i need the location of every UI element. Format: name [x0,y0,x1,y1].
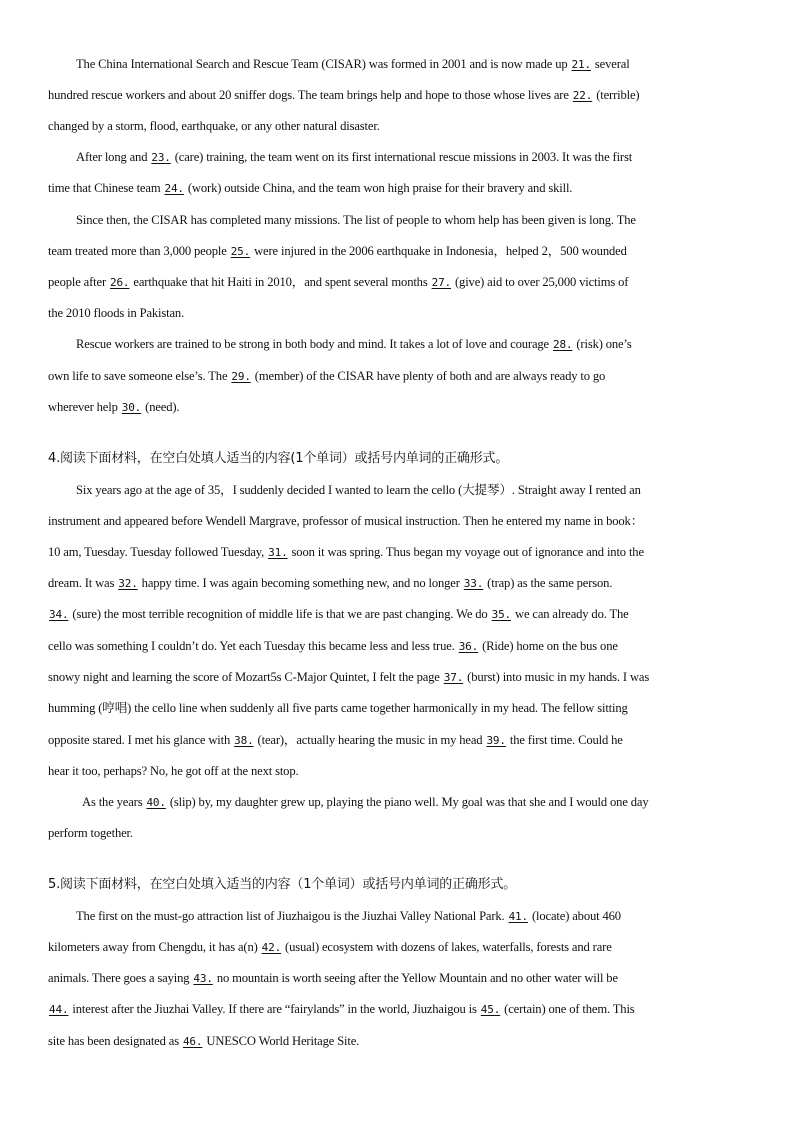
text-line: kilometers away from Chengdu, it has a(n) 42. (usual) ecosystem with dozens of lakes, waterfalls, forests and rare [48,940,612,954]
blank-27[interactable]: 27. [431,276,452,289]
question-4-heading: 4.阅读下面材料，在空白处填人适当的内容(1个单词）或括号内单词的正确形式。 [48,451,509,466]
text-line: animals. There goes a saying 43. no mountain is worth seeing after the Yellow Mountain and no other water will be [48,971,618,985]
blank-21[interactable]: 21. [571,58,591,71]
blank-36[interactable]: 36. [458,640,479,653]
blank-25[interactable]: 25. [230,245,251,258]
text-line: instrument and appeared before Wendell Margrave, professor of musical instruction. Then he entered my name in book： [48,514,644,528]
text-line: Rescue workers are trained to be strong in both body and mind. It takes a lot of love and courage 28. (risk) one’s [76,337,632,351]
blank-32[interactable]: 32. [118,577,138,590]
text-line: cello was something I couldn’t do. Yet each Tuesday this became less and less true. 36. (Ride) home on the bus one [48,639,618,653]
blank-28[interactable]: 28. [552,338,573,351]
text-line: The China International Search and Rescue Team (CISAR) was formed in 2001 and is now made up 21. several [76,57,630,71]
text-line: 34. (sure) the most terrible recognition of middle life is that we are past changing. We do 35. we can already do. The [49,607,629,621]
blank-23[interactable]: 23. [151,151,171,164]
text-line: wherever help 30. (need). [48,400,180,414]
text-line: 44. interest after the Jiuzhai Valley. If there are “fairylands” in the world, Jiuzhaigou is 45. (certain) one of them. This [49,1002,635,1016]
blank-31[interactable]: 31. [268,546,288,559]
text-line: changed by a storm, flood, earthquake, or any other natural disaster. [48,119,380,133]
text-line: Six years ago at the age of 35，I suddenly decided I wanted to learn the cello (大提琴）. Straight away I rented an [76,483,641,497]
blank-34[interactable]: 34. [49,608,69,621]
text-line: After long and 23. (care) training, the team went on its first international rescue missions in 2003. It was the first [76,150,633,164]
blank-39[interactable]: 39. [486,734,506,747]
blank-38[interactable]: 38. [234,734,254,747]
text-line: The first on the must-go attraction list of Jiuzhaigou is the Jiuzhai Valley National Park. 41. (locate) about 460 [76,909,621,923]
text-line: perform together. [48,826,133,840]
blank-30[interactable]: 30. [121,401,142,414]
text-line: time that Chinese team 24. (work) outside China, and the team won high praise for their bravery and skill. [48,181,573,195]
text-line: humming (哼唱) the cello line when suddenly all five parts came together harmonically in my head. The fellow sitting [48,701,628,715]
blank-26[interactable]: 26. [109,276,130,289]
blank-41[interactable]: 41. [508,910,528,923]
text-line: 10 am, Tuesday. Tuesday followed Tuesday, 31. soon it was spring. Thus began my voyage out of ignorance and into the [48,545,644,559]
text-line: hear it too, perhaps? No, he got off at the next stop. [48,764,299,778]
blank-46[interactable]: 46. [182,1035,203,1048]
text-line: As the years 40. (slip) by, my daughter grew up, playing the piano well. My goal was that she and I would one day [82,795,649,809]
text-line: site has been designated as 46. UNESCO World Heritage Site. [48,1034,360,1048]
blank-24[interactable]: 24. [164,182,184,195]
blank-35[interactable]: 35. [491,608,512,621]
question-5-heading: 5.阅读下面材料，在空白处填入适当的内容（1个单词）或括号内单词的正确形式。 [48,877,517,892]
blank-42[interactable]: 42. [261,941,282,954]
text-line: Since then, the CISAR has completed many missions. The list of people to whom help has been given is long. The [76,213,636,227]
blank-44[interactable]: 44. [49,1003,69,1016]
text-line: own life to save someone else’s. The 29. (member) of the CISAR have plenty of both and are always ready to go [48,369,606,383]
blank-29[interactable]: 29. [231,370,251,383]
blank-33[interactable]: 33. [463,577,484,590]
blank-45[interactable]: 45. [480,1003,501,1016]
text-line: snowy night and learning the score of Mozart5s C-Major Quintet, I felt the page 37. (burst) into music in my hands. I was [48,670,650,684]
blank-43[interactable]: 43. [193,972,213,985]
text-line: opposite stared. I met his glance with 38. (tear)，actually hearing the music in my head 39. the first time. Could he [48,733,623,747]
blank-40[interactable]: 40. [146,796,166,809]
text-line: people after 26. earthquake that hit Haiti in 2010，and spent several months 27. (give) aid to over 25,000 victims of [48,275,629,289]
text-line: dream. It was 32. happy time. I was again becoming something new, and no longer 33. (trap) as the same person. [48,576,613,590]
blank-22[interactable]: 22. [572,89,593,102]
text-line: hundred rescue workers and about 20 sniffer dogs. The team brings help and hope to those whose lives are 22. (terrible) [48,88,640,102]
blank-37[interactable]: 37. [443,671,464,684]
text-line: the 2010 floods in Pakistan. [48,306,185,320]
text-line: team treated more than 3,000 people 25. were injured in the 2006 earthquake in Indonesia，helped 2，500 wounded [48,244,627,258]
